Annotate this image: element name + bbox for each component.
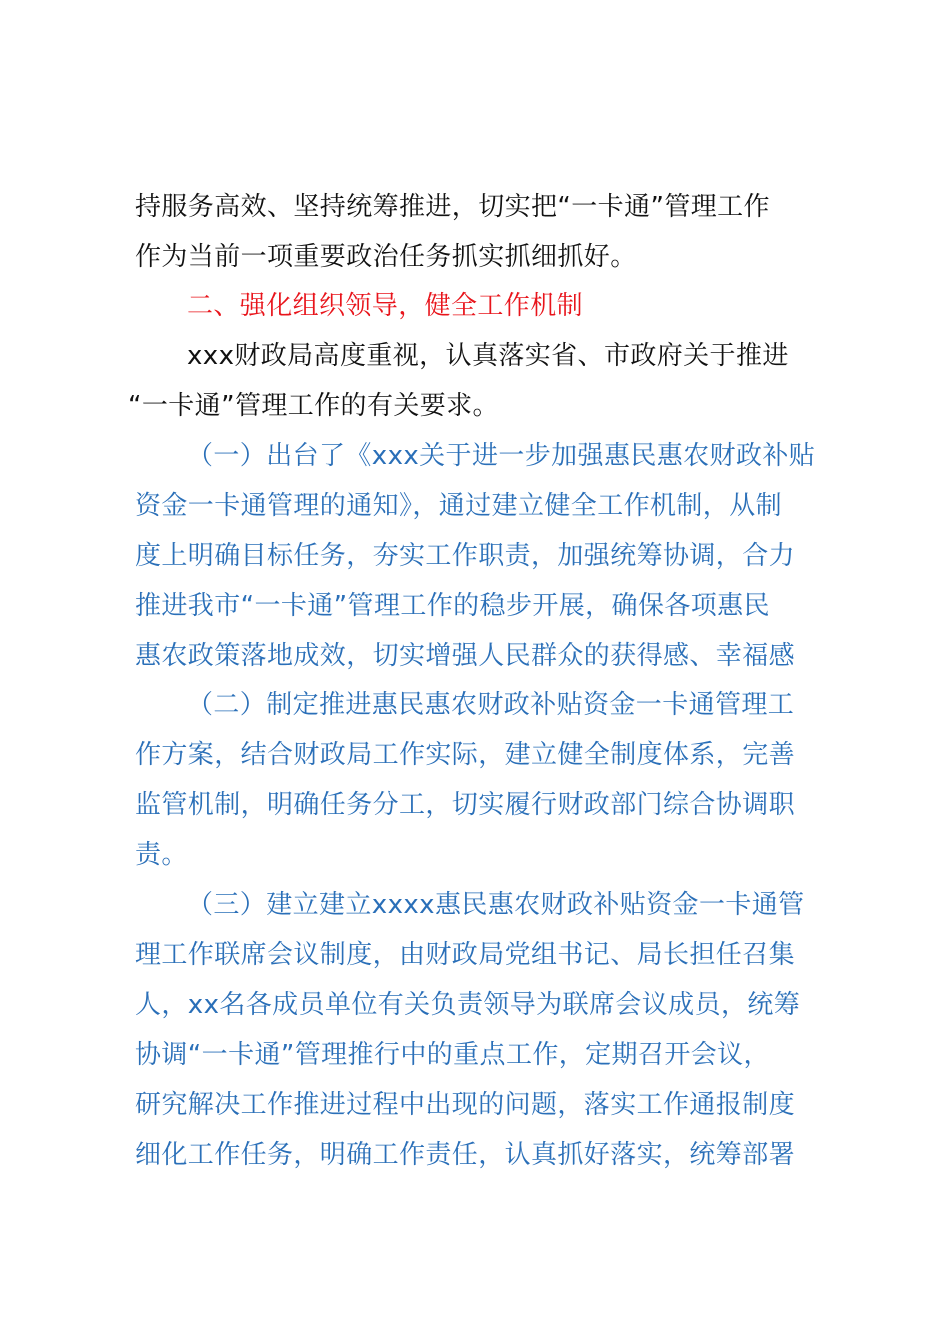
subsection-text-line: 推进我市“一卡通”管理工作的稳步开展，确保各项惠民 bbox=[135, 591, 770, 621]
subsection-text-line: 度上明确目标任务，夯实工作职责，加强统筹协调，合力 bbox=[135, 541, 796, 571]
subsection-text-line: 研究解决工作推进过程中出现的问题，落实工作通报制度 bbox=[135, 1090, 796, 1120]
subsection-text-line: （三）建立建立xxxx惠民惠农财政补贴资金一卡通管 bbox=[187, 890, 805, 920]
subsection-text-line: 惠农政策落地成效，切实增强人民群众的获得感、幸福感 bbox=[135, 641, 796, 671]
section-heading: 二、强化组织领导，健全工作机制 bbox=[187, 291, 584, 321]
subsection-text-line: 监管机制，明确任务分工，切实履行财政部门综合协调职 bbox=[135, 790, 796, 820]
subsection-text-line: 作方案，结合财政局工作实际，建立健全制度体系，完善 bbox=[135, 740, 796, 770]
subsection-text-line: （二）制定推进惠民惠农财政补贴资金一卡通管理工 bbox=[187, 690, 795, 720]
body-text-line: “一卡通”管理工作的有关要求。 bbox=[128, 391, 499, 421]
subsection-text-line: 协调“一卡通”管理推行中的重点工作，定期召开会议， bbox=[135, 1040, 770, 1070]
subsection-text-line: 责。 bbox=[135, 840, 188, 870]
body-text-line: 持服务高效、坚持统筹推进，切实把“一卡通”管理工作 bbox=[135, 192, 770, 222]
subsection-text-line: （一）出台了《xxx关于进一步加强惠民惠农财政补贴 bbox=[187, 441, 816, 471]
subsection-text-line: 人，xx名各成员单位有关负责领导为联席会议成员，统筹 bbox=[135, 990, 801, 1020]
subsection-text-line: 理工作联席会议制度，由财政局党组书记、局长担任召集 bbox=[135, 940, 796, 970]
subsection-text-line: 细化工作任务，明确工作责任，认真抓好落实，统筹部署 bbox=[135, 1140, 796, 1170]
body-text-line: xxx财政局高度重视，认真落实省、市政府关于推进 bbox=[187, 341, 789, 371]
subsection-text-line: 资金一卡通管理的通知》，通过建立健全工作机制，从制 bbox=[135, 491, 783, 521]
body-text-line: 作为当前一项重要政治任务抓实抓细抓好。 bbox=[135, 242, 637, 272]
